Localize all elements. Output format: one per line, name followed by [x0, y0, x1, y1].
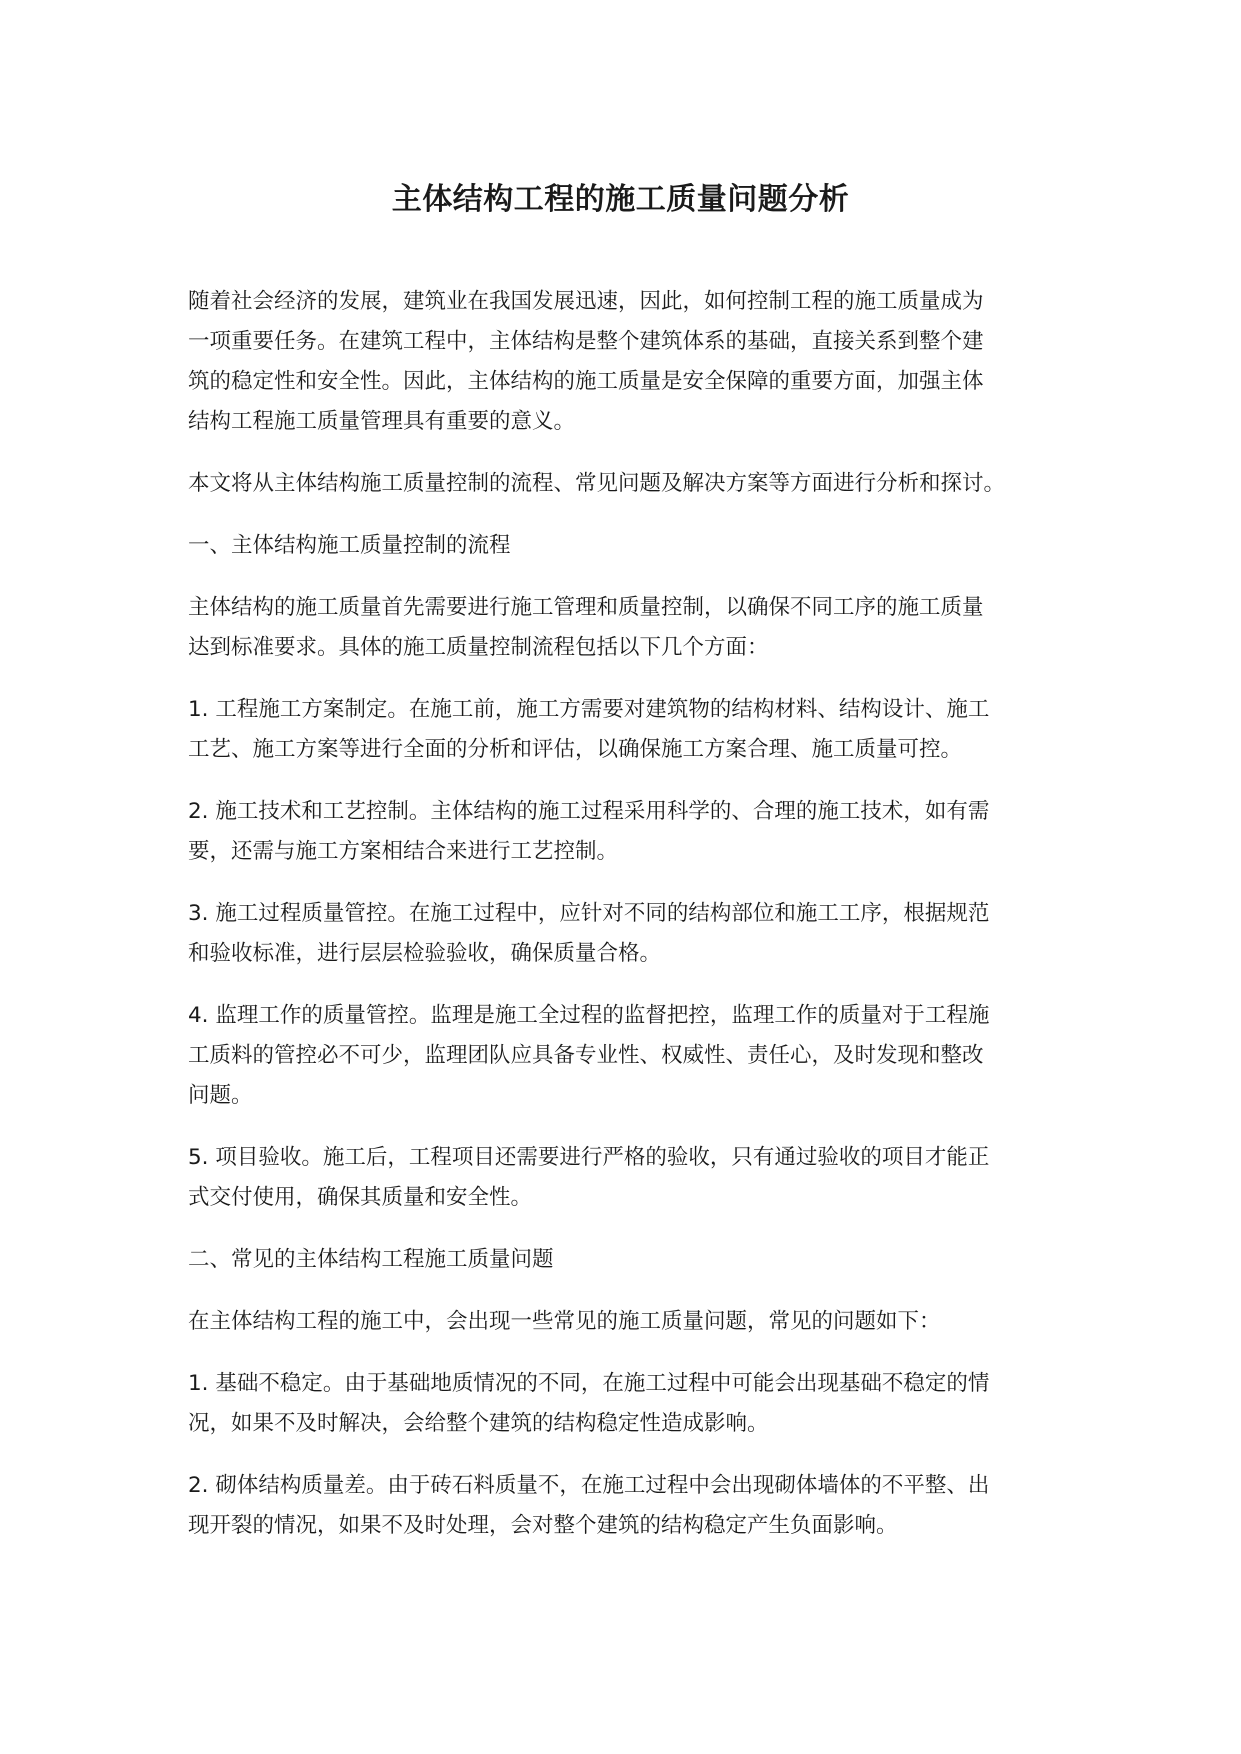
document-title: 主体结构工程的施工质量问题分析 — [391, 182, 850, 217]
text-line: 3. 施工过程质量管控。在施工过程中，应针对不同的结构部位和施工工序，根据规范 — [188, 901, 990, 926]
heading-text: 二、常见的主体结构工程施工质量问题 — [188, 1247, 554, 1272]
section-heading-1 — [188, 526, 1068, 566]
document-body — [188, 282, 1068, 1568]
text-line: 工质料的管控必不可少，监理团队应具备专业性、权威性、责任心，及时发现和整改 — [188, 1043, 984, 1068]
text-line: 和验收标准，进行层层检验验收，确保质量合格。 — [188, 941, 662, 966]
text-line: 5. 项目验收。施工后，工程项目还需要进行严格的验收，只有通过验收的项目才能正 — [188, 1145, 990, 1170]
section-heading-2 — [188, 1240, 1068, 1280]
text-line: 问题。 — [188, 1083, 253, 1108]
text-line: 式交付使用，确保其质量和安全性。 — [188, 1185, 533, 1210]
text-line: 2. 砌体结构质量差。由于砖石料质量不，在施工过程中会出现砌体墙体的不平整、出 — [188, 1473, 990, 1498]
list-item-2 — [188, 792, 1068, 872]
text-line: 1. 工程施工方案制定。在施工前，施工方需要对建筑物的结构材料、结构设计、施工 — [188, 697, 990, 722]
text-line: 达到标准要求。具体的施工质量控制流程包括以下几个方面： — [188, 635, 769, 660]
text-line: 本文将从主体结构施工质量控制的流程、常见问题及解决方案等方面进行分析和探讨。 — [188, 471, 1006, 496]
section-1-intro-paragraph — [188, 588, 1068, 668]
problem-item-1 — [188, 1364, 1068, 1444]
text-line: 随着社会经济的发展，建筑业在我国发展迅速，因此，如何控制工程的施工质量成为 — [188, 289, 984, 314]
text-line: 结构工程施工质量管理具有重要的意义。 — [188, 409, 576, 434]
text-line: 在主体结构工程的施工中，会出现一些常见的施工质量问题，常见的问题如下： — [188, 1309, 941, 1334]
text-line: 1. 基础不稳定。由于基础地质情况的不同，在施工过程中可能会出现基础不稳定的情 — [188, 1371, 990, 1396]
text-line: 要，还需与施工方案相结合来进行工艺控制。 — [188, 839, 619, 864]
text-line: 主体结构的施工质量首先需要进行施工管理和质量控制，以确保不同工序的施工质量 — [188, 595, 984, 620]
text-line: 2. 施工技术和工艺控制。主体结构的施工过程采用科学的、合理的施工技术，如有需 — [188, 799, 990, 824]
list-item-3 — [188, 894, 1068, 974]
intro-paragraph — [188, 282, 1068, 442]
text-line: 一项重要任务。在建筑工程中，主体结构是整个建筑体系的基础，直接关系到整个建 — [188, 329, 984, 354]
list-item-1 — [188, 690, 1068, 770]
heading-text: 一、主体结构施工质量控制的流程 — [188, 533, 511, 558]
text-line: 筑的稳定性和安全性。因此，主体结构的施工质量是安全保障的重要方面，加强主体 — [188, 369, 984, 394]
problem-item-2 — [188, 1466, 1068, 1546]
list-item-5 — [188, 1138, 1068, 1218]
text-line: 工艺、施工方案等进行全面的分析和评估，以确保施工方案合理、施工质量可控。 — [188, 737, 963, 762]
list-item-4 — [188, 996, 1068, 1116]
text-line: 4. 监理工作的质量管控。监理是施工全过程的监督把控，监理工作的质量对于工程施 — [188, 1003, 990, 1028]
scope-paragraph — [188, 464, 1068, 504]
text-line: 现开裂的情况，如果不及时处理，会对整个建筑的结构稳定产生负面影响。 — [188, 1513, 898, 1538]
section-2-intro-paragraph — [188, 1302, 1068, 1342]
text-line: 况，如果不及时解决，会给整个建筑的结构稳定性造成影响。 — [188, 1411, 769, 1436]
